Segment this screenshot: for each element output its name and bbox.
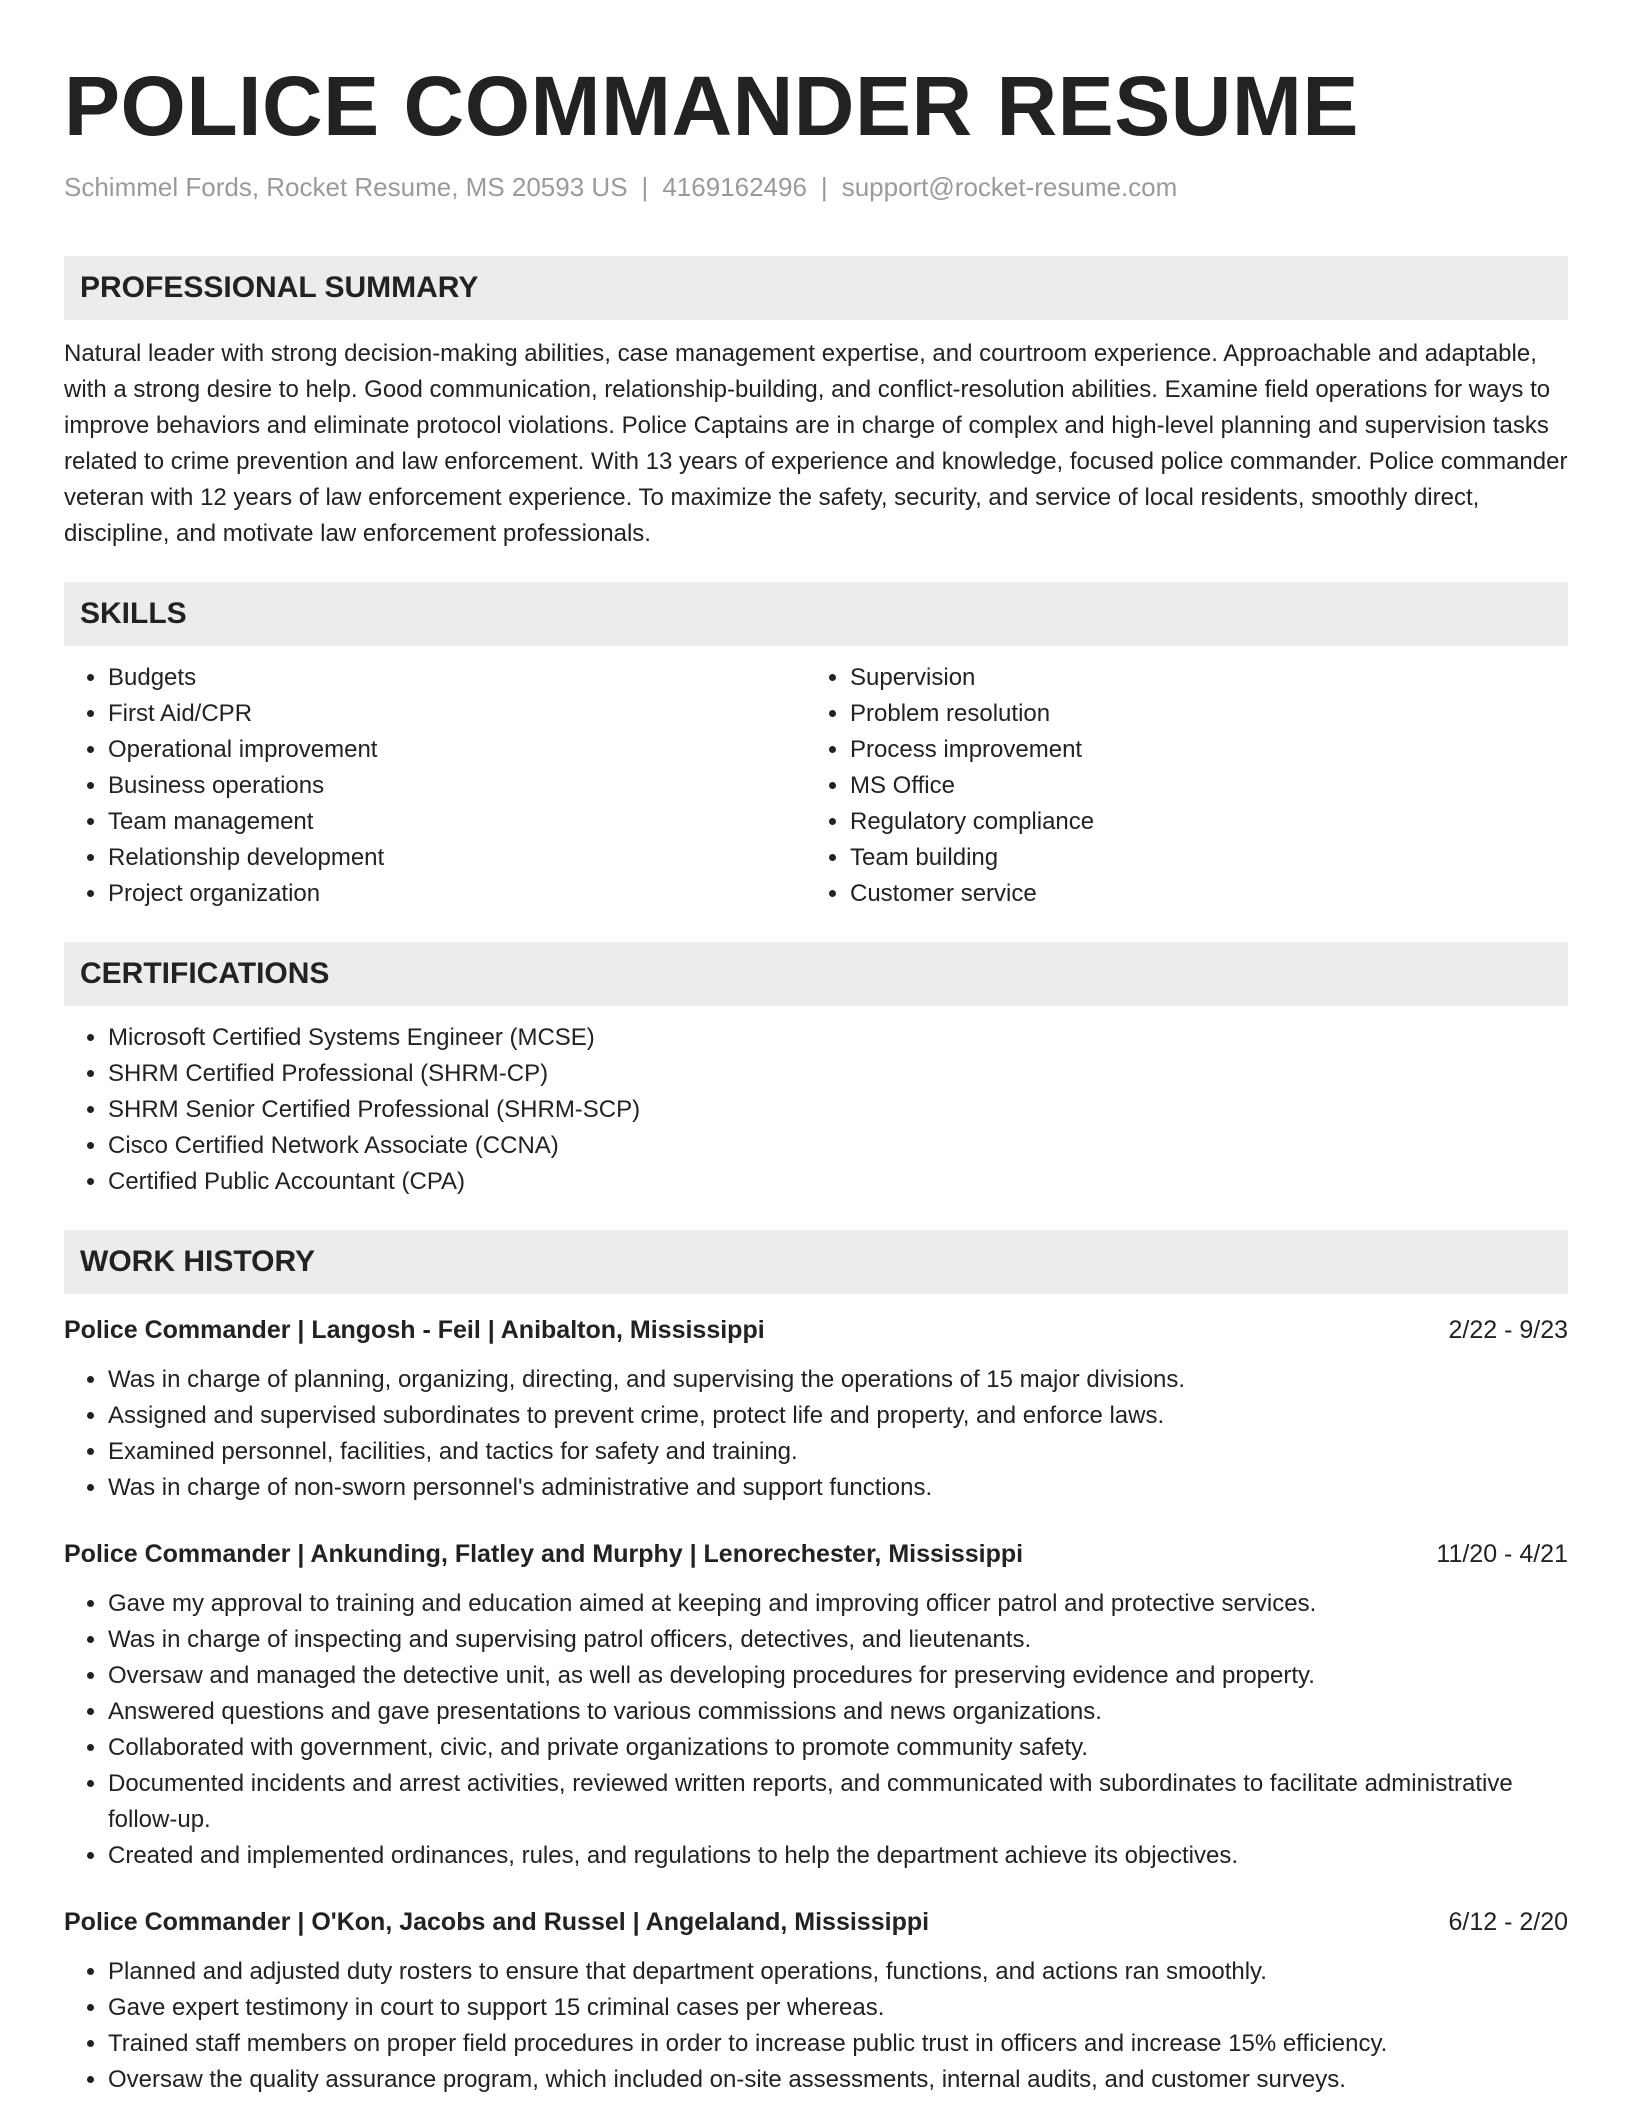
contact-address: Schimmel Fords, Rocket Resume, MS 20593 US xyxy=(64,172,628,202)
job-title: Police Commander | O'Kon, Jacobs and Russel | Angelaland, Mississippi xyxy=(64,1908,930,1936)
job-duty: • Oversaw the quality assurance program, which included on-site assessments, internal audits, and customer surveys. xyxy=(108,2062,1568,2098)
job-title: Police Commander | Langosh - Feil | Anibalton, Mississippi xyxy=(64,1316,765,1344)
section-heading-skills: SKILLS xyxy=(64,582,1568,646)
summary-text: Natural leader with strong decision-making abilities, case management expertise, and courtroom experience. Approachable and adaptable, with a strong desire to help. Good communication, relationship-building, and conflict-resolution abilities. Examine field operations for ways to improve behaviors and eliminate protocol violations. Police Captains are in charge of complex and high-level planning and supervision tasks related to crime prevention and law enforcement. With 13 years of experience and knowledge, focused police commander. Police commander veteran with 12 years of law enforcement experience. To maximize the safety, security, and service of local residents, smoothly direct, discipline, and motivate law enforcement professionals. xyxy=(64,340,1568,547)
job-duty: • Examined personnel, facilities, and tactics for safety and training. xyxy=(108,1434,1568,1470)
skill-item: • Operational improvement xyxy=(108,732,806,768)
job-entry xyxy=(64,1904,1568,2098)
job-duty: • Gave expert testimony in court to support 15 criminal cases per whereas. xyxy=(108,1990,1568,2026)
job-duty: • Oversaw and managed the detective unit, as well as developing procedures for preserving evidence and property. xyxy=(108,1658,1568,1694)
job-duty: • Was in charge of non-sworn personnel's administrative and support functions. xyxy=(108,1470,1568,1506)
job-dates: 2/22 - 9/23 xyxy=(1448,1316,1568,1344)
job-duty: • Documented incidents and arrest activities, reviewed written reports, and communicated with subordinates to facilitate administrative follow-up. xyxy=(108,1766,1568,1838)
contact-phone: 4169162496 xyxy=(662,172,807,202)
resume-page xyxy=(64,58,1568,2098)
job-header xyxy=(64,1904,1568,1940)
section-heading-certifications: CERTIFICATIONS xyxy=(64,942,1568,1006)
job-duties-list xyxy=(64,1586,1568,1874)
skill-item: • Problem resolution xyxy=(850,696,1548,732)
skill-item: • MS Office xyxy=(850,768,1548,804)
job-entry xyxy=(64,1312,1568,1506)
skills-list xyxy=(64,660,1568,912)
skill-item: • Business operations xyxy=(108,768,806,804)
resume-title: POLICE COMMANDER RESUME xyxy=(64,59,1359,153)
certification-item: • Cisco Certified Network Associate (CCNA) xyxy=(108,1128,1568,1164)
skill-item: • Team management xyxy=(108,804,806,840)
contact-email: support@rocket-resume.com xyxy=(841,172,1178,202)
job-duty: • Was in charge of planning, organizing, directing, and supervising the operations of 15 major divisions. xyxy=(108,1362,1568,1398)
skill-item: • Process improvement xyxy=(850,732,1548,768)
job-header xyxy=(64,1312,1568,1348)
job-duty: • Answered questions and gave presentations to various commissions and news organizations. xyxy=(108,1694,1568,1730)
skill-item: • Project organization xyxy=(108,876,806,912)
contact-separator: | xyxy=(641,172,649,202)
certification-item: • SHRM Senior Certified Professional (SHRM-SCP) xyxy=(108,1092,1568,1128)
job-duties-list xyxy=(64,1362,1568,1506)
job-duty: • Planned and adjusted duty rosters to ensure that department operations, functions, and actions ran smoothly. xyxy=(108,1954,1568,1990)
job-header xyxy=(64,1536,1568,1572)
job-duty: • Assigned and supervised subordinates to prevent crime, protect life and property, and enforce laws. xyxy=(108,1398,1568,1434)
skill-item: • Regulatory compliance xyxy=(850,804,1548,840)
skill-item: • Customer service xyxy=(850,876,1548,912)
section-heading-work-history: WORK HISTORY xyxy=(64,1230,1568,1294)
job-dates: 6/12 - 2/20 xyxy=(1448,1908,1568,1936)
section-heading-summary: PROFESSIONAL SUMMARY xyxy=(64,256,1568,320)
contact-line xyxy=(64,170,1568,204)
certifications-list xyxy=(64,1020,1568,1200)
skill-item: • Budgets xyxy=(108,660,806,696)
skills-column-right xyxy=(806,660,1548,912)
skills-column-left xyxy=(64,660,806,912)
certification-item: • SHRM Certified Professional (SHRM-CP) xyxy=(108,1056,1568,1092)
skill-item: • First Aid/CPR xyxy=(108,696,806,732)
certification-item: • Certified Public Accountant (CPA) xyxy=(108,1164,1568,1200)
job-duties-list xyxy=(64,1954,1568,2098)
job-title: Police Commander | Ankunding, Flatley and Murphy | Lenorechester, Mississippi xyxy=(64,1540,1024,1568)
job-duty: • Collaborated with government, civic, and private organizations to promote community safety. xyxy=(108,1730,1568,1766)
job-duty: • Was in charge of inspecting and supervising patrol officers, detectives, and lieutenants. xyxy=(108,1622,1568,1658)
job-duty: • Gave my approval to training and education aimed at keeping and improving officer patrol and protective services. xyxy=(108,1586,1568,1622)
skill-item: • Relationship development xyxy=(108,840,806,876)
job-entry xyxy=(64,1536,1568,1874)
job-dates: 11/20 - 4/21 xyxy=(1436,1540,1568,1568)
certification-item: • Microsoft Certified Systems Engineer (MCSE) xyxy=(108,1020,1568,1056)
job-duty: • Created and implemented ordinances, rules, and regulations to help the department achieve its objectives. xyxy=(108,1838,1568,1874)
skill-item: • Supervision xyxy=(850,660,1548,696)
skill-item: • Team building xyxy=(850,840,1548,876)
contact-separator: | xyxy=(820,172,828,202)
job-duty: • Trained staff members on proper field procedures in order to increase public trust in officers and increase 15% efficiency. xyxy=(108,2026,1568,2062)
